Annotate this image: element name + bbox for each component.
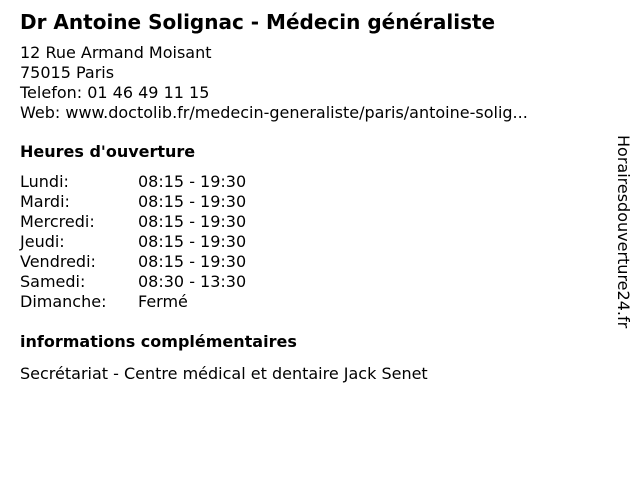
hours-row-sunday bbox=[20, 292, 600, 312]
hours-row-monday bbox=[20, 172, 600, 192]
additional-info-text: Secrétariat - Centre médical et dentaire Jack Senet bbox=[20, 364, 428, 383]
time-range: Fermé bbox=[138, 292, 188, 311]
hours-heading: Heures d'ouverture bbox=[20, 142, 196, 161]
day-label: Mardi: bbox=[20, 192, 70, 211]
business-title: Dr Antoine Solignac - Médecin généraliste bbox=[20, 10, 496, 34]
hours-row-thursday bbox=[20, 232, 600, 252]
contact-block bbox=[20, 43, 600, 123]
additional-info-heading: informations complémentaires bbox=[20, 332, 297, 351]
hours-row-saturday bbox=[20, 272, 600, 292]
hours-row-friday bbox=[20, 252, 600, 272]
time-range: 08:15 - 19:30 bbox=[138, 252, 247, 271]
opening-hours-table bbox=[20, 172, 600, 312]
site-watermark: Horairesdouverture24.fr bbox=[614, 135, 633, 329]
day-label: Vendredi: bbox=[20, 252, 96, 271]
day-label: Dimanche: bbox=[20, 292, 107, 311]
time-range: 08:15 - 19:30 bbox=[138, 232, 247, 251]
business-card bbox=[20, 10, 600, 384]
phone-number: Telefon: 01 46 49 11 15 bbox=[20, 83, 210, 102]
day-label: Lundi: bbox=[20, 172, 69, 191]
time-range: 08:15 - 19:30 bbox=[138, 212, 247, 231]
day-label: Jeudi: bbox=[20, 232, 65, 251]
street-address: 12 Rue Armand Moisant bbox=[20, 43, 212, 62]
time-range: 08:15 - 19:30 bbox=[138, 172, 247, 191]
time-range: 08:15 - 19:30 bbox=[138, 192, 247, 211]
time-range: 08:30 - 13:30 bbox=[138, 272, 247, 291]
website-link[interactable]: Web: www.doctolib.fr/medecin-generaliste/paris/antoine-solig... bbox=[20, 103, 528, 122]
hours-row-wednesday bbox=[20, 212, 600, 232]
day-label: Samedi: bbox=[20, 272, 86, 291]
hours-row-tuesday bbox=[20, 192, 600, 212]
day-label: Mercredi: bbox=[20, 212, 95, 231]
city-postcode: 75015 Paris bbox=[20, 63, 115, 82]
